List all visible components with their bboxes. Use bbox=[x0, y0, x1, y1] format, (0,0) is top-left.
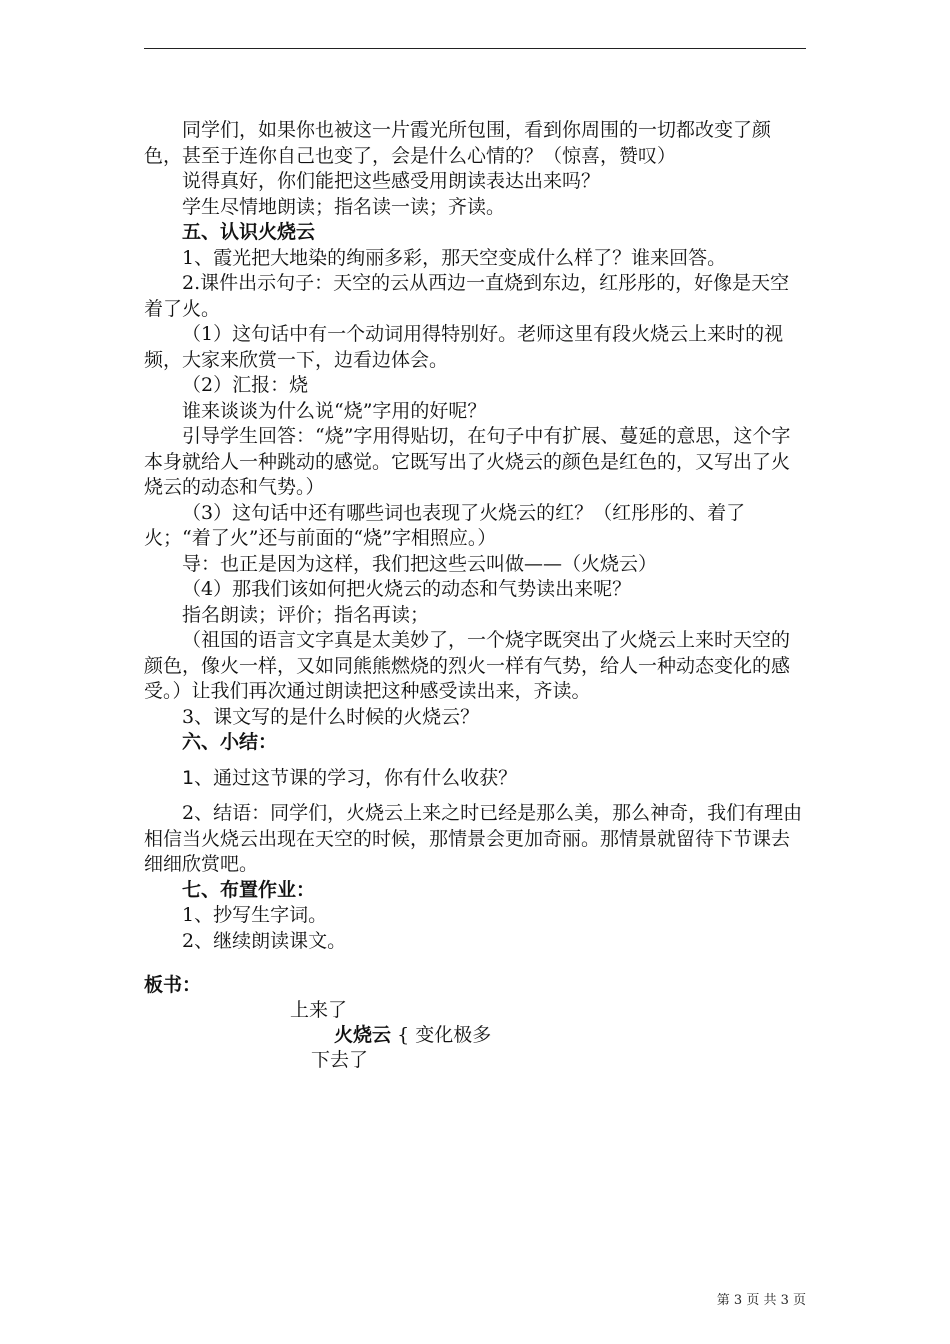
paragraph: 同学们，如果你也被这一片霞光所包围，看到你周围的一切都改变了颜色，甚至于连你自己也变了，会是什么心情的？（惊喜，赞叹） bbox=[144, 119, 772, 167]
paragraph: 谁来谈谈为什么说“烧”字用的好呢？ bbox=[182, 399, 487, 422]
paragraph: 3、课文写的是什么时候的火烧云？ bbox=[182, 705, 480, 728]
section-heading: 五、认识火烧云 bbox=[182, 221, 316, 243]
paragraph: （3）这句话中还有哪些词也表现了火烧云的红？（红彤彤的、着了火；“着了火”还与前面的“烧”字相照应。） bbox=[144, 501, 746, 549]
paragraph: 指名朗读；评价；指名再读； bbox=[182, 603, 430, 626]
page-footer: 第 3 页 共 3 页 bbox=[716, 1293, 806, 1308]
paragraph: 引导学生回答：“烧”字用得贴切，在句子中有扩展、蔓延的意思，这个字本身就给人一种跳动的感觉。它既写出了火烧云的颜色是红色的，又写出了火烧云的动态和气势。） bbox=[144, 425, 791, 498]
section-heading: 七、布置作业： bbox=[182, 878, 316, 901]
board-bottom-line: 下去了 bbox=[311, 1049, 369, 1071]
section-heading: 六、小结： bbox=[182, 731, 278, 753]
paragraph: 1、通过这节课的学习，你有什么收获？ bbox=[182, 766, 518, 789]
paragraph: （4）那我们该如何把火烧云的动态和气势读出来呢？ bbox=[182, 578, 632, 600]
board-top-line: 上来了 bbox=[290, 999, 348, 1021]
paragraph: 2、继续朗读课文。 bbox=[182, 929, 347, 952]
board-heading: 板书： bbox=[144, 974, 202, 996]
paragraph: 1、霞光把大地染的绚丽多彩，那天空变成什么样了？谁来回答。 bbox=[182, 246, 727, 269]
board-middle-line bbox=[334, 1023, 491, 1048]
paragraph: 2.课件出示句子：天空的云从西边一直烧到东边，红彤彤的，好像是天空着了火。 bbox=[144, 272, 790, 320]
document-body bbox=[144, 118, 806, 954]
paragraph: 说得真好，你们能把这些感受用朗读表达出来吗？ bbox=[182, 170, 601, 192]
board-title: 火烧云 bbox=[334, 1024, 392, 1046]
header-rule bbox=[144, 48, 806, 49]
paragraph: 导：也正是因为这样，我们把这些云叫做——（火烧云） bbox=[182, 552, 658, 575]
board-middle-text: 变化极多 bbox=[415, 1024, 492, 1046]
paragraph: 2、结语：同学们，火烧云上来之时已经是那么美，那么神奇，我们有理由相信当火烧云出现在天空的时候，那情景会更加奇丽。那情景就留待下节课去细细欣赏吧。 bbox=[144, 802, 803, 875]
board-brace: { bbox=[397, 1024, 410, 1046]
paragraph: 学生尽情地朗读；指名读一读；齐读。 bbox=[182, 195, 506, 218]
paragraph: （2）汇报：烧 bbox=[182, 374, 309, 396]
paragraph: 1、抄写生字词。 bbox=[182, 904, 328, 926]
paragraph: （1）这句话中有一个动词用得特别好。老师这里有段火烧云上来时的视频，大家来欣赏一下，边看边体会。 bbox=[144, 323, 784, 371]
paragraph: （祖国的语言文字真是太美妙了，一个烧字既突出了火烧云上来时天空的颜色，像火一样，又如同熊熊燃烧的烈火一样有气势，给人一种动态变化的感受。）让我们再次通过朗读把这种感受读出来，齐读。 bbox=[144, 629, 791, 702]
